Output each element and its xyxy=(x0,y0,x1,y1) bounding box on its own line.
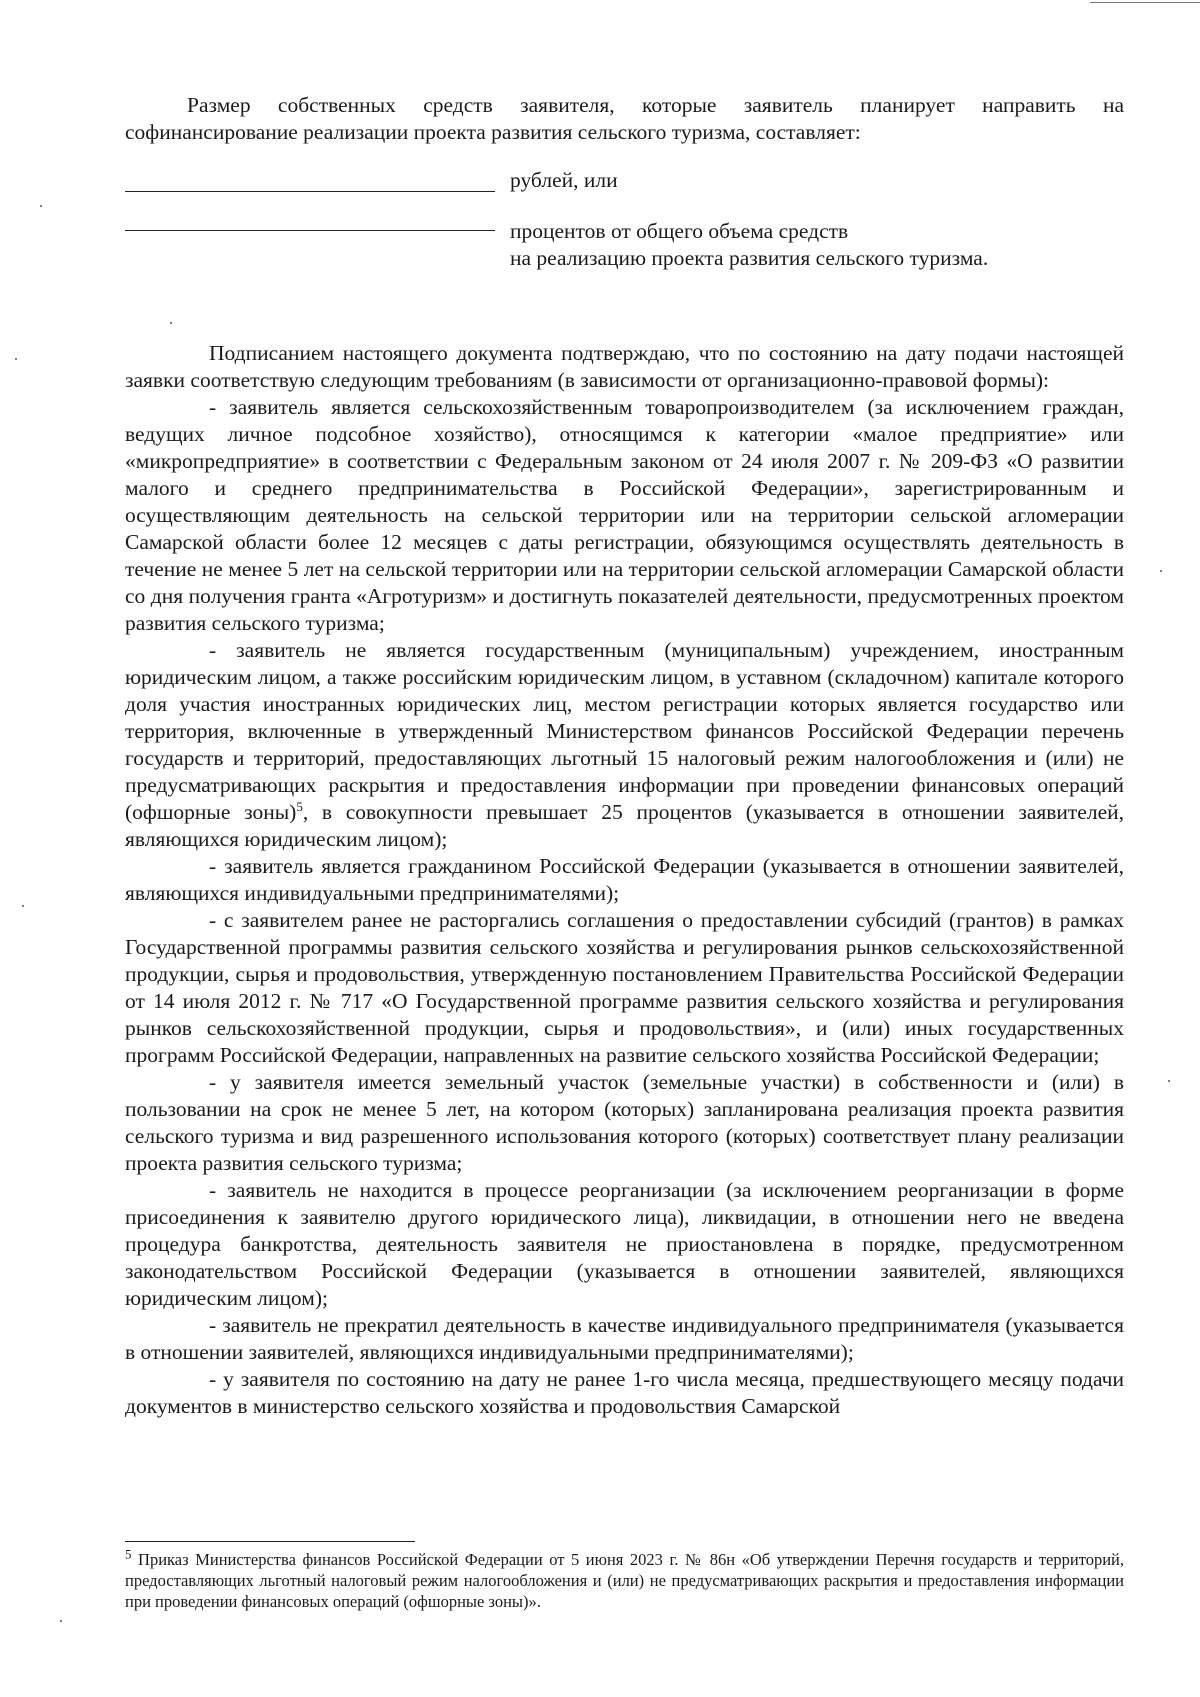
intro-paragraph: Размер собственных средств заявителя, которые заявитель планирует направить на софинансирование реализации проекта развития сельского туризма, составляет: xyxy=(125,93,1124,144)
percent-blank-line xyxy=(125,230,495,231)
confirmation-section xyxy=(125,340,1124,1420)
footnote-text: Приказ Министерства финансов Российской Федерации от 5 июня 2023 г. № 86н «Об утверждении Перечня государств и территорий, предоставляющих льготный налоговый режим налогообложения и (или) не предусматривающих раскрытия и предоставления информации при проведении финансовых операций (офшорные зоны)». xyxy=(125,1550,1124,1611)
requirement-item: - заявитель является сельскохозяйственным товаропроизводителем (за исключением граждан, ведущих личное подсобное хозяйство), относящимся к категории «малое предприятие» или «микропредприятие» в соответствии с Федеральным законом от 24 июля 2007 г. № 209-ФЗ «О развитии малого и среднего предпринимательства в Российской Федерации», зарегистрированным и осуществляющим деятельность на сельской территории или на территории сельской агломерации Самарской области более 12 месяцев с даты регистрации, обязующимся осуществлять деятельность в течение не менее 5 лет на сельской территории или на территории сельской агломерации Самарской области со дня получения гранта «Агротуризм» и достигнуть показателей деятельности, предусмотренных проектом развития сельского туризма; xyxy=(125,395,1124,635)
scan-speck xyxy=(40,205,42,207)
footnote-reference: 5 xyxy=(296,798,303,814)
requirement-item: - заявитель не находится в процессе реорганизации (за исключением реорганизации в форме присоединения к заявителю другого юридического лица), ликвидации, в отношении него не введена процедура банкротства, деятельность заявителя не приостановлена в порядке, предусмотренном законодательством Российской Федерации (указывается в отношении заявителей, являющихся юридическим лицом); xyxy=(125,1178,1124,1310)
footnote-separator xyxy=(125,1541,415,1542)
offshore-text-before: - заявитель не является государственным (муниципальным) учреждением, иностранным юридическим лицом, а также российским юридическим лицом, в уставном (складочном) капитале которого доля участия иностранных юридических лиц, местом регистрации которых является государство или территория, включенные в утвержденный Министерством финансов Российской Федерации перечень государств и территорий, предоставляющих льготный 15 налоговый режим налогообложения и (или) не предусматривающих раскрытия и предоставления информации при проведении финансовых операций (офшорные зоны) xyxy=(125,638,1124,824)
requirement-item: - у заявителя имеется земельный участок (земельные участки) в собственности и (или) в пользовании на срок не менее 5 лет, на котором (которых) запланирована реализация проекта развития сельского туризма и вид разрешенного использования которого (которых) соответствует плану реализации проекта развития сельского туризма; xyxy=(125,1070,1124,1175)
footnote-mark: 5 xyxy=(125,1546,132,1562)
requirement-item: - у заявителя по состоянию на дату не ранее 1-го числа месяца, предшествующего месяцу подачи документов в министерство сельского хозяйства и продовольствия Самарской xyxy=(125,1367,1124,1418)
requirement-item-offshore xyxy=(125,637,1124,853)
confirmation-intro: Подписанием настоящего документа подтверждаю, что по состоянию на дату подачи настоящей заявки соответствую следующим требованиям (в зависимости от организационно-правовой формы): xyxy=(125,341,1124,392)
requirement-item: - с заявителем ранее не расторгались соглашения о предоставлении субсидий (грантов) в рамках Государственной программы развития сельского хозяйства и регулирования рынков сельскохозяйственной продукции, сырья и продовольствия, утвержденную постановлением Правительства Российской Федерации от 14 июля 2012 г. № 717 «О Государственной программе развития сельского хозяйства и регулирования рынков сельскохозяйственной продукции, сырья и продовольствия», и (или) иных государственных программ Российской Федерации, направленных на развитие сельского хозяйства Российской Федерации; xyxy=(125,908,1124,1067)
scan-speck xyxy=(15,358,17,360)
requirement-item: - заявитель является гражданином Российской Федерации (указывается в отношении заявителей, являющихся индивидуальными предпринимателями); xyxy=(125,854,1124,905)
requirement-item: - заявитель не прекратил деятельность в качестве индивидуального предпринимателя (указывается в отношении заявителей, являющихся индивидуальными предпринимателями); xyxy=(125,1313,1124,1364)
rubles-blank-line xyxy=(125,191,495,192)
scan-speck xyxy=(1160,570,1162,572)
percent-label-line2: на реализацию проекта развития сельского туризма. xyxy=(510,246,989,270)
scan-speck xyxy=(22,905,24,907)
scan-speck xyxy=(170,322,172,324)
scan-speck xyxy=(60,1620,62,1622)
percent-label-line1: процентов от общего объема средств xyxy=(510,219,849,243)
offshore-text-after: , в совокупности превышает 25 процентов (указывается в отношении заявителей, являющихся юридическим лицом); xyxy=(125,800,1124,851)
rubles-label: рублей, или xyxy=(510,168,618,192)
scan-speck xyxy=(1168,1080,1170,1082)
footnote xyxy=(125,1546,1124,1612)
scan-edge-mark xyxy=(1090,2,1200,3)
